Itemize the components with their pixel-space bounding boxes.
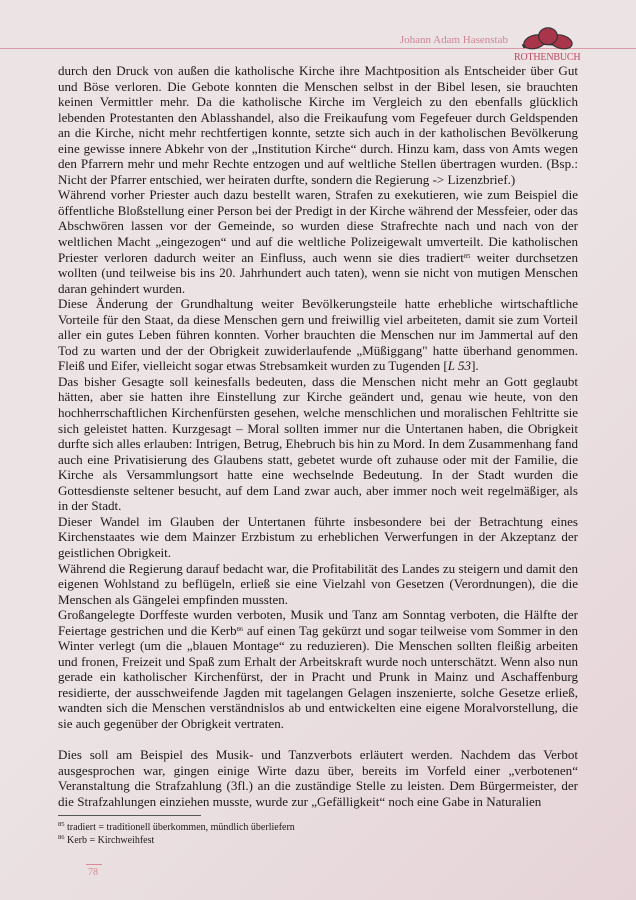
footnotes [58,821,578,847]
paragraph: Großangelegte Dorffeste wurden verboten, Musik und Tanz am Sonntag verboten, die Hälfte der Feiertage gestrichen und die Kerb$^{86}$ auf einen Tag gekürzt und sogar teilweise vom Sommer in den Winter verlegt (um die „blauen Montage“ zu reduzieren). Die Menschen sollten fleißig arbeiten und fronen, Freizeit und Spaß zum Erhalt der Arbeitskraft wurde noch unterschätzt. Wenn also nun gerade ein katholischer Kirchenfürst, der in Pracht und Prunk in Mainz und Aschaffenburg residierte, der ausschweifende Jagden mit tagelangen Gelagen inszenierte, solche Gesetze erließ, wandten sich die Menschen verständnislos ab und entwickelten eine eigene Moralvorstellung, die sie auch gegenüber der Obrigkeit vertraten. [58,607,578,731]
paragraph: durch den Druck von außen die katholische Kirche ihre Machtposition als Entscheider über Gut und Böse verloren. Die Gebote konnten die Menschen selbst in der Bibel lesen, sie brauchten keinen Vermittler mehr. Da die katholische Kirche im Vergleich zu den ebenfalls glücklich lebenden Protestanten den Ablasshandel, also die Freikaufung vom Fegefeuer durch Geldspenden an die Kirche, nicht mehr rechtfertigen konnte, setzte sich auch in der katholischen Bevölkerung eine gewisse innere Abkehr von der „Institution Kirche“ durch. Hinzu kam, dass von Amts wegen den Pfarrern mehr und mehr Rechte entzogen und auf weltliche Stellen übertragen wurden. (Bsp.: Nicht der Pfarrer entschied, wer heiraten durfte, sondern die Regierung -> Lizenzbrief.) [58,63,578,187]
logo-text: ROTHENBUCH [514,52,581,63]
footnote: $^{86}$ Kerb = Kirchweihfest [58,834,155,847]
paragraph: Während vorher Priester auch dazu bestellt waren, Strafen zu exekutieren, wie zum Beispiel die öffentliche Bloßstellung einer Person bei der Predigt in der Kirche während der Messfeier, oder das Abschwören lassen vor der Gemeinde, so wurden diese Strafrechte nach und nach von der weltlichen Macht „eingezogen“ und auf die weltliche Polizeigewalt umverteilt. Die katholischen Priester verloren dadurch weiter an Einfluss, auch wenn sie dies tradiert$^{85}$ weiter durchsetzen wollten (und teilweise bis ins 20. Jahrhundert auch taten), wenn sie nicht von mutigen Menschen daran gehindert wurden. [58,187,578,296]
footnote-ref[interactable]: 86 [236,625,244,633]
paragraph: Während die Regierung darauf bedacht war, die Profitabilität des Landes zu steigern und damit den eigenen Wohlstand zu beflügeln, erließ sie eine Vielzahl von Gesetzen (Verordnungen), die die Menschen als Gängelei empfinden mussten. [58,560,578,607]
paragraph: Dieser Wandel im Glauben der Untertanen führte insbesondere bei der Betrachtung eines Kirchenstaates wie dem Mainzer Erzbistum zu erheblichen Verwerfungen in der Akzeptanz der geistlichen Obrigkeit. [58,513,578,560]
footnote-rule [58,815,201,816]
page-number: 78 [88,867,98,879]
paragraph: Diese Änderung der Grundhaltung weiter Bevölkerungsteile hatte erhebliche wirtschaftliche Vorteile für den Staat, da diese Menschen gern und freiwillig viel arbeiteten, damit sie zum Vorteil aller ein gutes Leben führen konnten. Vorher brauchten die Menschen nur im Jammertal auf den Tod zu warten und der der Obrigkeit zuwiderlaufende „Müßiggang" hatte überhand genommen. Fleiß und Eifer, vielleicht sogar etwas Strebsamkeit wurden zu Tugenden [L 53]. [58,296,578,374]
paragraph: Dies soll am Beispiel des Musik- und Tanzverbots erläutert werden. Nachdem das Verbot ausgesprochen war, gingen einige Wirte dazu über, bereits im Vorfeld einer „verbotenen“ Veranstaltung die Strafzahlung (3fl.) an die zuständige Stelle zu leisten. Dem Bürgermeister, der die Strafzahlungen einziehen musste, wurde zur „Gefälligkeit“ noch eine Gabe in Naturalien [58,747,578,809]
literature-ref: L 53 [447,358,472,374]
body-text [58,63,578,809]
footnote: $^{85}$ tradiert = traditionell überkommen, mündlich überliefern [58,821,295,834]
paragraph: Das bisher Gesagte soll keinesfalls bedeuten, dass die Menschen nicht mehr an Gott geglaubt hätten, aber sie hatten ihre Einstellung zur Kirche geändert und, genau wie heute, von den hochherrschaftlichen Kirchenfürsten gesehen, welche menschlichen und moralischen Fehltritte sie sich geleistet hatten. Kurzgesagt – Moral sollten immer nur die Untertanen haben, die Obrigkeit durfte sich alles erlauben: Intrigen, Betrug, Ehebruch bis hin zu Mord. In dem Zusammenhang fand auch eine Privatisierung des Glaubens statt, gebetet wurde oft zuhause oder mit der Familie, die Kirche als Versammlungsort hatte eine wechselnde Bedeutung. In der Stadt wurden die Gottesdienste seltener besucht, auf dem Land zwar auch, aber immer noch weit regelmäßiger, als in der Stadt. [58,373,578,514]
page-body [58,63,578,880]
header-author: Johann Adam Hasenstab [399,34,508,46]
footnote-ref[interactable]: 85 [463,252,471,260]
rose-logo-icon [518,24,578,54]
